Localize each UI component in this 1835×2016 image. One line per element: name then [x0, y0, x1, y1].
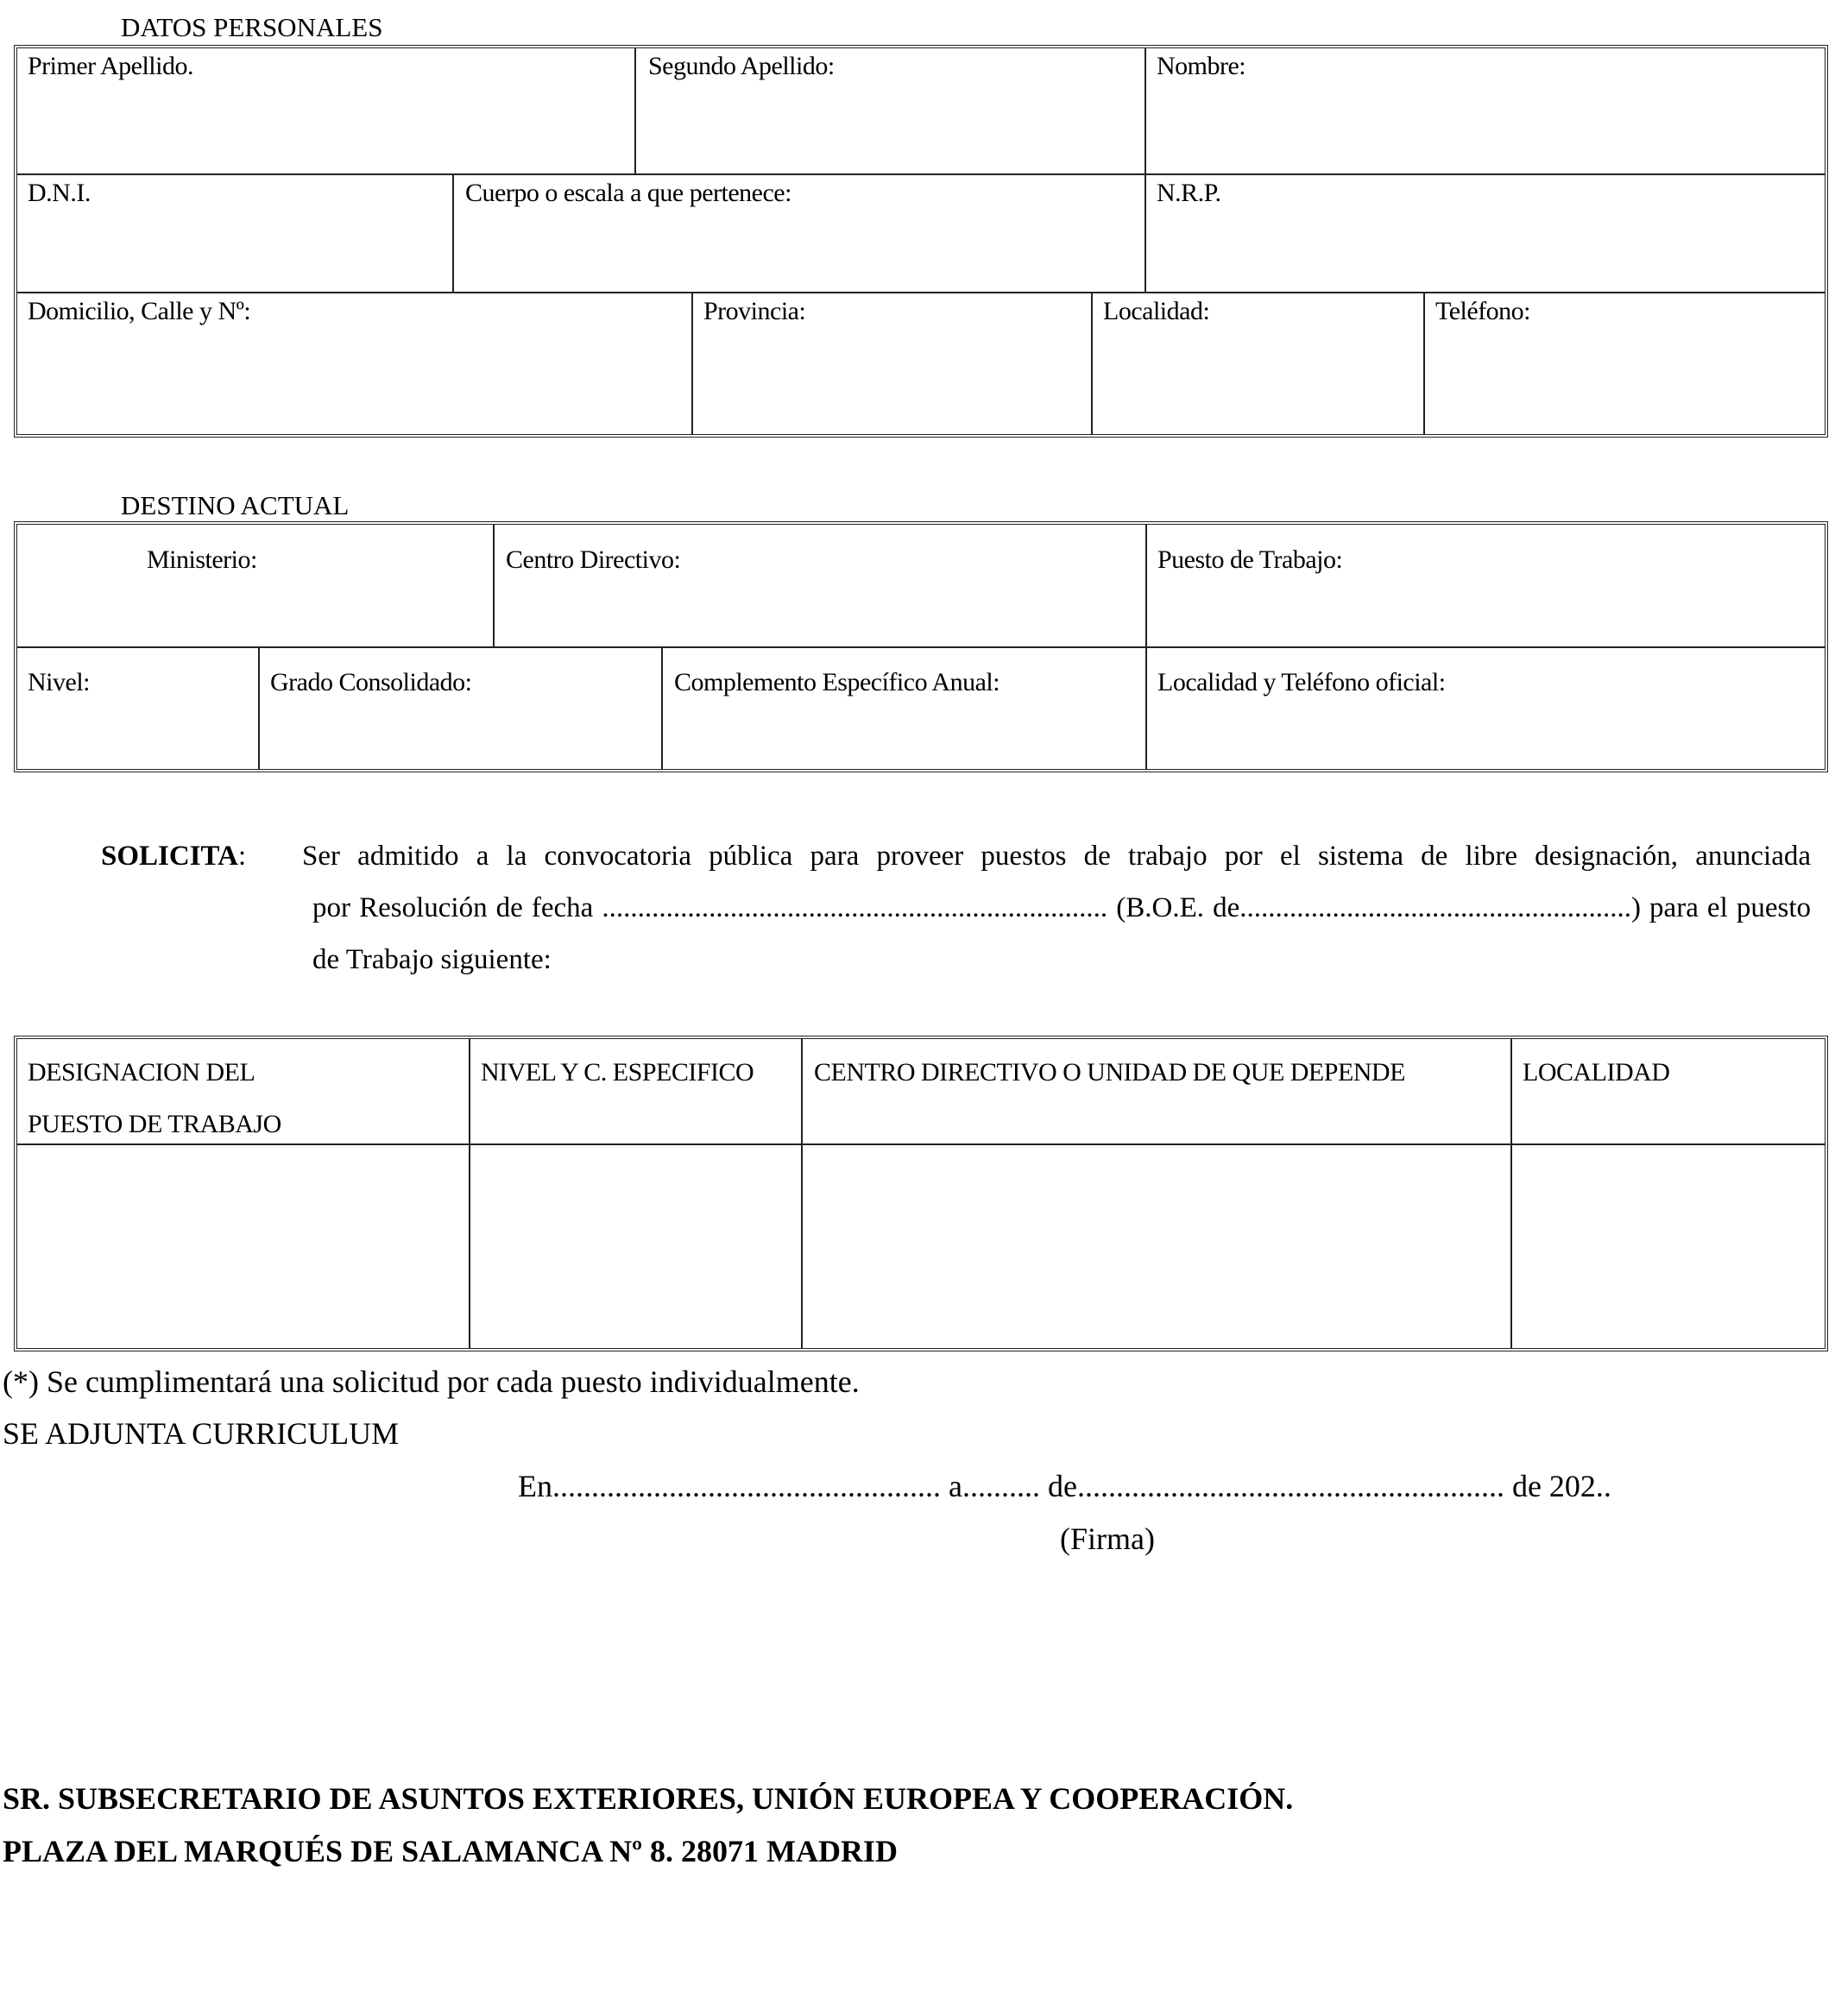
solicita-label [101, 841, 246, 873]
firma-label: (Firma) [1060, 1521, 1155, 1556]
designacion-cell[interactable] [17, 1145, 469, 1348]
telefono-field[interactable]: Teléfono: [1435, 297, 1531, 325]
grado-consolidado-field[interactable]: Grado Consolidado: [270, 668, 472, 696]
nivel-field[interactable]: Nivel: [28, 668, 90, 696]
domicilio-field[interactable]: Domicilio, Calle y Nº: [28, 297, 251, 325]
adjunta-curriculum-text: SE ADJUNTA CURRICULUM [3, 1416, 400, 1451]
divider [691, 292, 693, 434]
note-text: (*) Se cumplimentará una solicitud por cada puesto individualmente. [3, 1364, 860, 1399]
addressee-line-1: SR. SUBSECRETARIO DE ASUNTOS EXTERIORES, UNIÓN EUROPEA Y COOPERACIÓN. [3, 1781, 1294, 1816]
nivel-especifico-cell[interactable] [470, 1145, 801, 1348]
designacion-header-line-2: PUESTO DE TRABAJO [28, 1110, 281, 1138]
centro-directivo-header: CENTRO DIRECTIVO O UNIDAD DE QUE DEPENDE [814, 1058, 1405, 1087]
addressee-line-2: PLAZA DEL MARQUÉS DE SALAMANCA Nº 8. 28071 MADRID [3, 1834, 898, 1868]
divider [1423, 292, 1425, 434]
localidad-telefono-oficial-field[interactable]: Localidad y Teléfono oficial: [1157, 668, 1446, 696]
puesto-trabajo-field[interactable]: Puesto de Trabajo: [1157, 545, 1343, 574]
divider [493, 525, 495, 646]
localidad-field[interactable]: Localidad: [1103, 297, 1210, 325]
primer-apellido-field[interactable]: Primer Apellido. [28, 52, 193, 80]
nivel-especifico-header: NIVEL Y C. ESPECIFICO [481, 1058, 754, 1087]
divider [452, 173, 454, 292]
designacion-header-line-1: DESIGNACION DEL [28, 1058, 255, 1087]
destino-actual-title: DESTINO ACTUAL [121, 490, 350, 520]
solicita-line-1: Ser admitido a la convocatoria pública para proveer puestos de trabajo por el sistema de libre designación, anunciada [302, 841, 1811, 872]
provincia-field[interactable]: Provincia: [703, 297, 806, 325]
localidad-cell[interactable] [1512, 1145, 1825, 1348]
fecha-line[interactable]: En.................................................. a.......... de....................................................... de 202.. [518, 1469, 1611, 1503]
dni-field[interactable]: D.N.I. [28, 179, 91, 207]
datos-personales-table [14, 45, 1828, 438]
nrp-field[interactable]: N.R.P. [1157, 179, 1221, 207]
localidad-header: LOCALIDAD [1523, 1058, 1670, 1087]
divider [17, 292, 1825, 293]
cuerpo-field[interactable]: Cuerpo o escala a que pertenece: [465, 179, 791, 207]
segundo-apellido-field[interactable]: Segundo Apellido: [648, 52, 835, 80]
divider [1145, 48, 1146, 292]
divider [1145, 525, 1147, 769]
solicita-line-3: de Trabajo siguiente: [312, 944, 552, 975]
divider [661, 646, 663, 769]
solicita-colon: : [237, 841, 247, 872]
solicita-word: SOLICITA [101, 841, 238, 872]
centro-directivo-cell[interactable] [803, 1145, 1510, 1348]
divider [258, 646, 260, 769]
nombre-field[interactable]: Nombre: [1157, 52, 1246, 80]
centro-directivo-field[interactable]: Centro Directivo: [506, 545, 681, 574]
divider [634, 48, 636, 173]
complemento-especifico-field[interactable]: Complemento Específico Anual: [674, 668, 1000, 696]
ministerio-field[interactable]: Ministerio: [147, 545, 257, 574]
solicita-line-2: por Resolución de fecha ....................................................................... (B.O.E. de.......................................................) para el puesto [312, 892, 1811, 923]
divider [17, 173, 1825, 175]
divider [17, 646, 1825, 648]
datos-personales-title: DATOS PERSONALES [121, 12, 383, 42]
divider [1091, 292, 1093, 434]
